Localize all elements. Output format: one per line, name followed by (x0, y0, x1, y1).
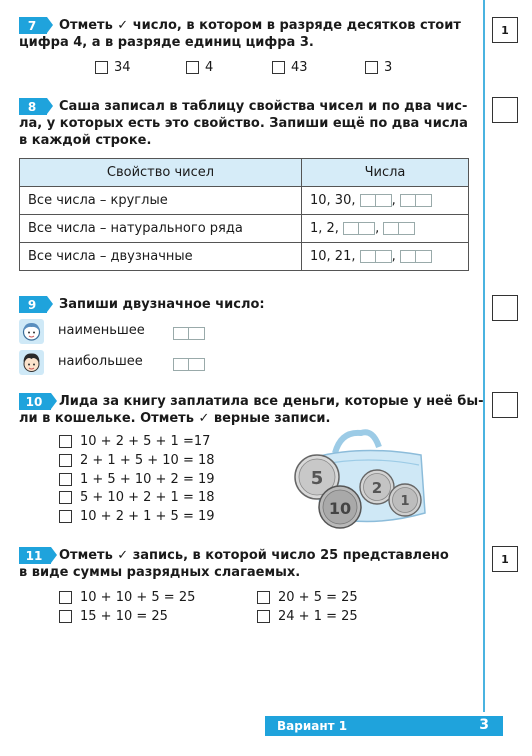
girl-avatar-icon (19, 319, 44, 344)
page-number: 3 (479, 717, 489, 733)
task-number-7: 7 (19, 17, 47, 34)
task-11-option-1: 10 + 10 + 5 = 25 (80, 590, 196, 605)
task-7-option-1: 34 (114, 60, 131, 75)
row-3-property: Все числа – двузначные (20, 243, 302, 271)
properties-table (19, 158, 469, 271)
score-box-9 (492, 295, 518, 321)
score-box-8 (492, 97, 518, 123)
task-11-checkbox-2[interactable] (59, 610, 72, 623)
task-11-line1: Отметь ✓ запись, в которой число 25 представлено (59, 548, 449, 563)
task-11-checkbox-1[interactable] (59, 591, 72, 604)
task-7-checkbox-1[interactable] (95, 61, 108, 74)
row-2-numbers: 1, 2, (310, 221, 339, 236)
row-1-property: Все числа – круглые (20, 187, 302, 215)
task-11-option-2: 15 + 10 = 25 (80, 609, 168, 624)
task-7-option-2: 4 (205, 60, 214, 75)
coin-1-label: 1 (400, 494, 410, 509)
task-10-line1: Лида за книгу заплатила все деньги, которые у неё бы- (59, 394, 484, 409)
task-10-checkbox-2[interactable] (59, 454, 72, 467)
task-10-option-4: 5 + 10 + 2 + 1 = 18 (80, 490, 215, 505)
footer-bar (265, 716, 503, 736)
task-11-checkbox-4[interactable] (257, 610, 270, 623)
row-2-property: Все числа – натурального ряда (20, 215, 302, 243)
coin-2-label: 2 (371, 479, 383, 497)
task-7-option-4: 3 (384, 60, 393, 75)
task-7-checkbox-2[interactable] (186, 61, 199, 74)
row-3-numbers: 10, 21, (310, 249, 356, 264)
task-7-checkbox-3[interactable] (272, 61, 285, 74)
task-11-checkbox-3[interactable] (257, 591, 270, 604)
header-numbers: Числа (302, 159, 469, 187)
coin-5-label: 5 (310, 468, 324, 489)
task-7-checkbox-4[interactable] (365, 61, 378, 74)
table-row (20, 215, 469, 243)
table-row (20, 243, 469, 271)
task-8-line1: Саша записал в таблицу свойства чисел и по два чис- (59, 99, 468, 114)
row-1-numbers: 10, 30, (310, 193, 356, 208)
task-11-line2: в виде суммы разрядных слагаемых. (19, 565, 301, 580)
row-2-numbers-cell: 1, 2, , (302, 215, 469, 243)
task-7-question (59, 17, 474, 34)
coin-10-label: 10 (328, 499, 352, 518)
task-10-checkbox-4[interactable] (59, 491, 72, 504)
task-11-option-3: 20 + 5 = 25 (278, 590, 358, 605)
task-7-line1: Отметь ✓ число, в котором в разряде десятков стоит (59, 18, 461, 33)
score-box-10 (492, 392, 518, 418)
answer-cells[interactable] (360, 193, 392, 208)
margin-line (483, 0, 485, 712)
answer-cells[interactable] (400, 249, 432, 264)
answer-cells[interactable] (343, 221, 375, 236)
row-3-numbers-cell: 10, 21, , (302, 243, 469, 271)
task-number-8: 8 (19, 98, 47, 115)
task-8-line3: в каждой строке. (19, 133, 152, 148)
task-number-10: 10 (19, 393, 51, 410)
task-9-line1: Запиши двузначное число: (59, 297, 265, 312)
answer-cells[interactable] (360, 249, 392, 264)
score-box-7: 1 (492, 17, 518, 43)
header-property: Свойство чисел (20, 159, 302, 187)
task-10-checkbox-5[interactable] (59, 510, 72, 523)
task-number-9: 9 (19, 296, 47, 313)
task-11-option-4: 24 + 1 = 25 (278, 609, 358, 624)
wallet-coins-illustration (293, 425, 433, 535)
task-10-option-2: 2 + 1 + 5 + 10 = 18 (80, 453, 215, 468)
task-number-11: 11 (19, 547, 51, 564)
task-10-option-3: 1 + 5 + 10 + 2 = 19 (80, 472, 215, 487)
task-10-checkbox-1[interactable] (59, 435, 72, 448)
boy-avatar-icon (19, 350, 44, 375)
task-10-option-5: 10 + 2 + 1 + 5 = 19 (80, 509, 215, 524)
answer-cells[interactable] (173, 323, 205, 342)
task-10-checkbox-3[interactable] (59, 473, 72, 486)
row-1-numbers-cell: 10, 30, , (302, 187, 469, 215)
task-10-line2: ли в кошельке. Отметь ✓ верные записи. (19, 411, 331, 426)
task-7-option-3: 43 (291, 60, 308, 75)
task-9-item-1: наименьшее (58, 323, 145, 338)
answer-cells[interactable] (400, 193, 432, 208)
table-row (20, 187, 469, 215)
table-header-row (20, 159, 469, 187)
answer-cells[interactable] (173, 354, 205, 373)
task-7-line2: цифра 4, а в разряде единиц цифра 3. (19, 35, 314, 50)
task-9-item-2: наибольшее (58, 354, 143, 369)
answer-cells[interactable] (383, 221, 415, 236)
task-8-line2: ла, у которых есть это свойство. Запиши ещё по два числа (19, 116, 468, 131)
variant-label: Вариант 1 (277, 719, 348, 733)
score-box-11: 1 (492, 546, 518, 572)
task-10-option-1: 10 + 2 + 5 + 1 =17 (80, 434, 211, 449)
